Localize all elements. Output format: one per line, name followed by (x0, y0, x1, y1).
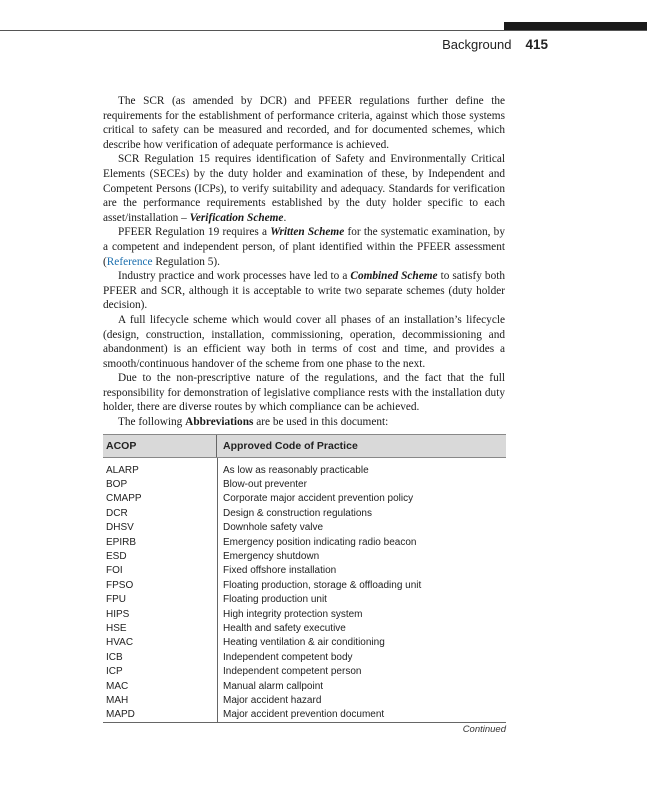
abbr-cell: DCR (106, 507, 128, 519)
table-row (103, 463, 506, 477)
paragraph-text: Verification Scheme (189, 211, 284, 224)
meaning-cell: Independent competent person (223, 666, 362, 678)
paragraph-text: A full lifecycle scheme which would cover all phases of an installation’s lifecycle (design, construction, installation, commissioning, operation, decommissioning and abandonment) is an efficient way both in terms of cost and time, and provides a smooth/continuous handover of the scheme from one phase to the next. (103, 313, 505, 370)
table-row (103, 578, 506, 592)
table-row (103, 549, 506, 563)
meaning-cell: Design & construction regulations (223, 507, 372, 519)
paragraph (103, 152, 505, 225)
meaning-cell: Emergency shutdown (223, 551, 320, 563)
table-row (103, 564, 506, 578)
abbr-cell: FOI (106, 565, 123, 577)
reference-link[interactable]: Reference (106, 255, 153, 268)
table-row (103, 664, 506, 678)
paragraph-text: Written Scheme (270, 226, 345, 239)
abbr-cell: BOP (106, 479, 128, 491)
table-row (103, 679, 506, 693)
column-divider (217, 458, 218, 722)
abbr-cell: MAC (106, 680, 129, 692)
meaning-cell: Downhole safety valve (223, 522, 324, 534)
paragraph (103, 415, 505, 430)
table-header-row (103, 434, 506, 458)
table-row (103, 650, 506, 664)
page-number: 415 (525, 37, 548, 52)
abbr-cell: FPU (106, 594, 126, 606)
table-row (103, 593, 506, 607)
meaning-cell: Corporate major accident prevention policy (223, 493, 414, 505)
abbr-cell: ICB (106, 651, 123, 663)
paragraph (103, 225, 505, 269)
paragraph-text: are be used in this document: (253, 416, 389, 429)
paragraph-text: Industry practice and work processes have led to a (118, 270, 351, 283)
table-row (103, 506, 506, 520)
meaning-cell: Blow-out preventer (223, 479, 307, 491)
paragraph-text: Due to the non-prescriptive nature of the regulations, and the fact that the full responsibility for demonstration of legislative compliance rests with the installation duty holder, there are diverse routes by which compliance can be achieved. (103, 372, 505, 414)
abbr-cell: MAH (106, 694, 129, 706)
paragraph-text: PFEER Regulation 19 requires a (118, 226, 271, 239)
meaning-cell: Fixed offshore installation (223, 565, 337, 577)
paragraph-text: The SCR (as amended by DCR) and PFEER regulations further define the requirements for the establishment of performance criteria, against which those systems critical to safety can be measured and recorded, and for documented schemes, which describe how verification of adequate performance is achieved. (103, 95, 505, 151)
table-row (103, 535, 506, 549)
body-text (103, 94, 505, 430)
meaning-cell: Floating production, storage & offloading unit (223, 579, 422, 591)
abbr-cell: MAPD (106, 709, 135, 721)
table-row (103, 607, 506, 621)
paragraph-text: Combined Scheme (350, 270, 438, 283)
running-head (442, 37, 548, 52)
paragraph (103, 371, 505, 415)
paragraph (103, 94, 505, 152)
abbr-cell: EPIRB (106, 536, 137, 548)
paragraph-text: SCR Regulation 15 requires identification of Safety and Environmentally Critical Elements (SECEs) by the duty holder and examination of these, by Independent and Competent Persons (ICPs), to verify suitability and adequacy. Standards for verification are the performance requirements established by the duty holder specific to each asset/installation – (103, 153, 505, 224)
meaning-cell: High integrity protection system (223, 608, 363, 620)
meaning-cell: Independent competent body (223, 651, 353, 663)
meaning-cell: Major accident prevention document (223, 709, 385, 721)
table-row (103, 477, 506, 491)
header-abbr-cell: ACOP (103, 435, 217, 457)
meaning-cell: Health and safety executive (223, 622, 346, 634)
section-title: Background (442, 37, 512, 52)
paragraph-text: Abbreviations (185, 416, 254, 429)
paragraph-text: The following (118, 416, 186, 429)
abbr-cell: HIPS (106, 608, 130, 620)
abbr-cell: ALARP (106, 464, 139, 476)
paragraph (103, 313, 505, 371)
table-row (103, 521, 506, 535)
meaning-cell: Heating ventilation & air conditioning (223, 637, 385, 649)
abbr-cell: DHSV (106, 522, 134, 534)
paragraph-text: to satisfy both PFEER and SCR, although it is acceptable to write two separate schemes (duty holder decision). (103, 270, 505, 312)
table-row (103, 636, 506, 650)
table-row (103, 621, 506, 635)
table-row (103, 708, 506, 722)
abbr-cell: ESD (106, 551, 127, 563)
table-body (103, 458, 506, 723)
abbreviations-table (103, 434, 506, 723)
meaning-cell: As low as reasonably practicable (223, 464, 369, 476)
meaning-cell: Major accident hazard (223, 694, 322, 706)
paragraph-text: for the systematic examination, by a competent and independent person, of plant identified within the PFEER assessment ( (103, 226, 505, 268)
paragraph (103, 269, 505, 313)
abbr-cell: HSE (106, 622, 127, 634)
abbr-cell: FPSO (106, 579, 134, 591)
meaning-cell: Floating production unit (223, 594, 327, 606)
continued-label: Continued (462, 724, 506, 735)
abbr-cell: HVAC (106, 637, 134, 649)
paragraph-text: . (283, 211, 287, 224)
abbr-cell: ICP (106, 666, 123, 678)
table-row (103, 693, 506, 707)
meaning-cell: Emergency position indicating radio beacon (223, 536, 417, 548)
table-row (103, 492, 506, 506)
header-meaning-cell: Approved Code of Practice (223, 440, 358, 452)
paragraph-text: Regulation 5). (152, 255, 221, 268)
header-rule (0, 30, 647, 31)
meaning-cell: Manual alarm callpoint (223, 680, 324, 692)
abbr-cell: CMAPP (106, 493, 142, 505)
